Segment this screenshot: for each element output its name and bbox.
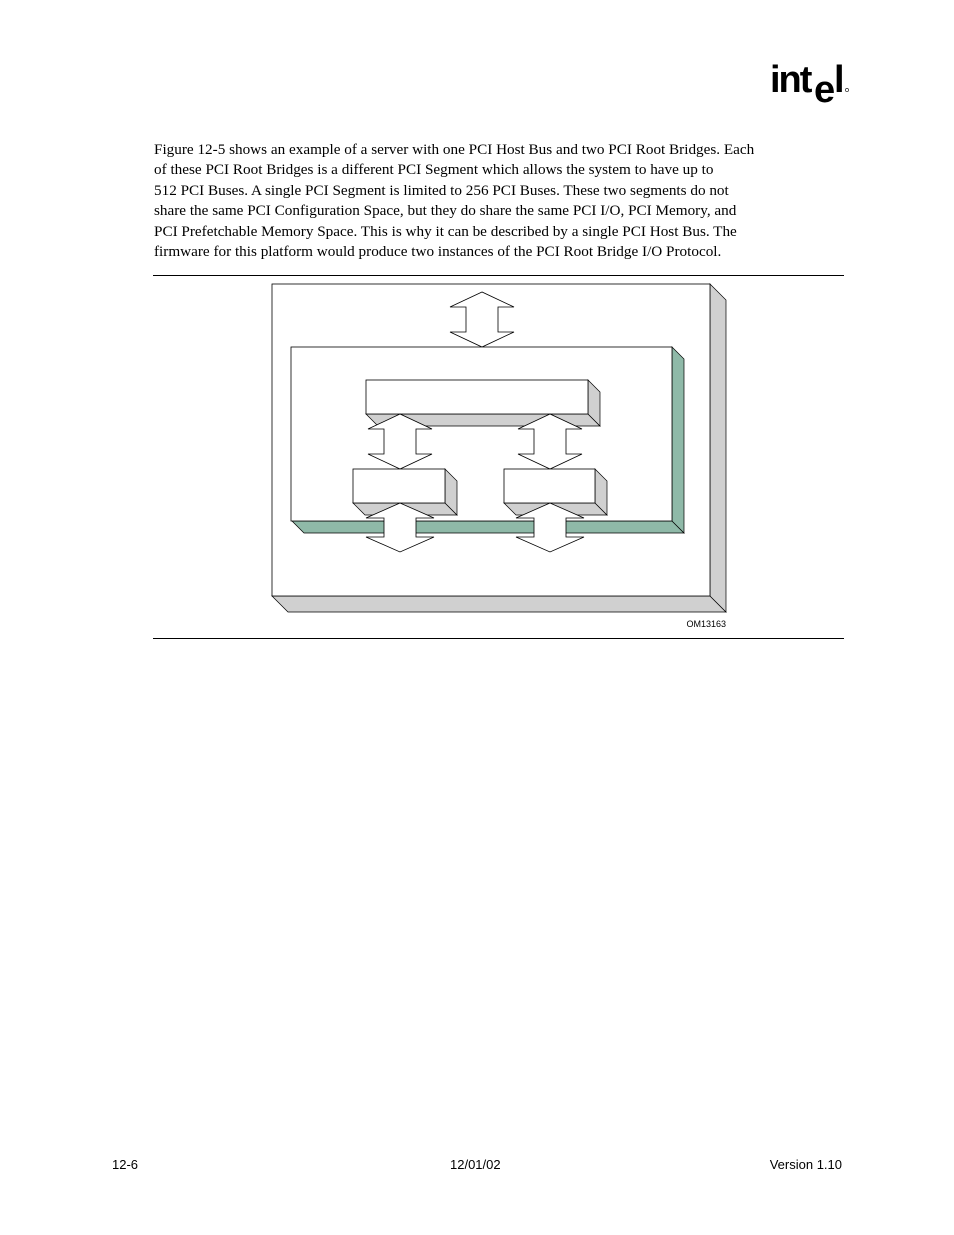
body-line: 512 PCI Buses. A single PCI Segment is limited to 256 PCI Buses. These two segments do not [154,181,729,199]
body-line: share the same PCI Configuration Space, but they do share the same PCI I/O, PCI Memory, and [154,202,737,220]
figure-diagram [260,280,740,632]
svg-text:l: l [834,59,845,101]
figure-bottom-rule [153,638,844,639]
figure-top-rule [153,275,844,276]
body-line: Figure 12-5 shows an example of a server with one PCI Host Bus and two PCI Root Bridges. Each [154,141,755,158]
svg-text:int: int [770,59,811,101]
pci-host-bus-box [291,347,684,533]
body-line: of these PCI Root Bridges is a different PCI Segment which allows the system to have up to [154,161,714,179]
body-line: firmware for this platform would produce two instances of the PCI Root Bridge I/O Protocol. [154,243,722,261]
footer-page-number: 12-6 [112,1157,139,1172]
intel-logo-icon [770,52,850,106]
body-line: PCI Prefetchable Memory Space. This is why it can be described by a single PCI Host Bus. The [154,222,737,240]
pci-root-bridge-figure [260,280,740,637]
svg-text:e: e [814,69,836,106]
footer-version: Version 1.10 [769,1157,842,1172]
footer-date: 12/01/02 [450,1157,501,1172]
figure-id-label: OM13163 [686,619,726,629]
body-paragraph [154,140,854,262]
